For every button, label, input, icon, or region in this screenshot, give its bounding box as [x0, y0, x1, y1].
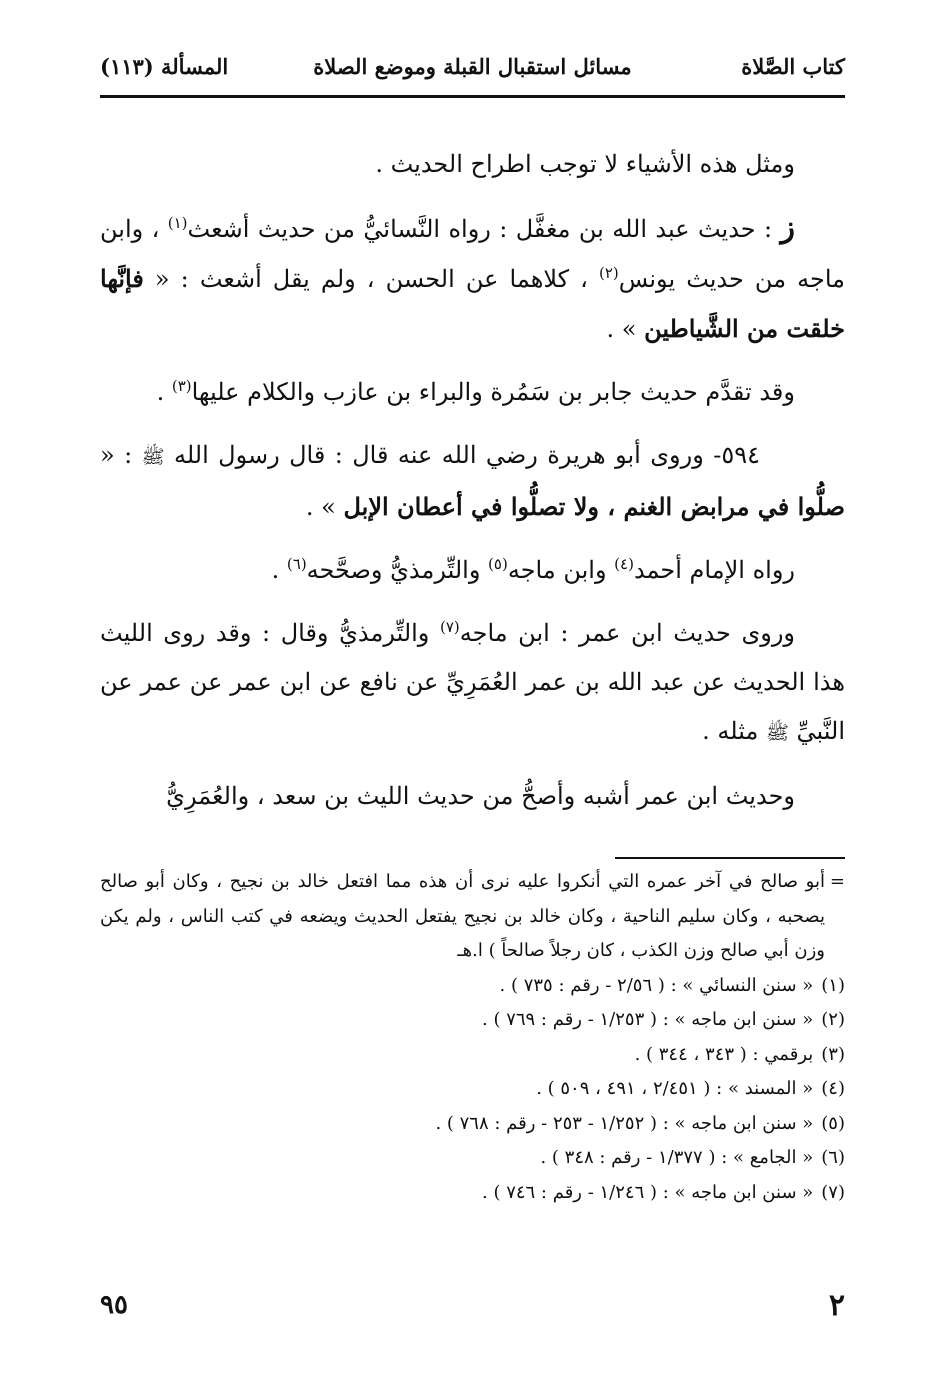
p4-text-1: ٥٩٤- وروى أبو هريرة رضي الله عنه قال : قال رسول الله [164, 441, 760, 469]
p2-text-1: : حديث عبد الله بن مغفَّل : رواه النَّسائيُّ من حديث أشعث [187, 215, 781, 243]
footnote-ref-6[interactable]: (٦) [286, 555, 307, 573]
paragraph-5 [100, 546, 845, 595]
p6-text-3: مثله . [702, 717, 766, 745]
header-chapter-title: مسائل استقبال القبلة وموضع الصلاة [313, 54, 632, 79]
footnote-item [100, 1072, 845, 1107]
section-marker: ز [780, 210, 796, 245]
continuation-text: أبو صالح في آخر عمره التي أنكروا عليه نرى أن هذه مما افتعل خالد بن نجيح ، وكان أبو صالح يصحبه ، وكان سليم الناحية ، وكان خالد بن نجيح يفتعل الحديث ويضعه في كتب الناس ، ولم يكن وزن أبي صالح وزن الكذب ، كان رجلاً صالحاً ) ا.هـ [100, 871, 825, 961]
footnote-text: برقمي : ( ٣٤٣ ، ٣٤٤ ) . [634, 1043, 814, 1065]
hadith-quote-2: صلُّوا في مرابض الغنم ، ولا تصلُّوا في أعطان الإبل [343, 492, 845, 521]
footnote-list [100, 969, 845, 1211]
footnote-text: « سنن ابن ماجه » : ( ١/٢٥٣ - رقم : ٧٦٩ ) . [482, 1009, 814, 1030]
footnote-continuation [100, 865, 845, 969]
paragraph-4 [100, 431, 845, 532]
footnote-text: « سنن ابن ماجه » : ( ١/٢٤٦ - رقم : ٧٤٦ ) . [482, 1181, 814, 1203]
page-header [100, 50, 845, 90]
pbuh-ligature: ﷺ [765, 722, 789, 744]
footnote-item [100, 1141, 845, 1176]
p4-text-3: » . [305, 493, 344, 521]
footnote-text: « الجامع » : ( ١/٣٧٧ - رقم : ٣٤٨ ) . [540, 1147, 814, 1168]
p6-text-2: والتِّرمذيُّ وقال : وقد روى الليث هذا الحديث عن عبد الله بن عمر العُمَرِيِّ عن نافع عن ابن عمر عن عمر عن النَّبيِّ [100, 619, 845, 745]
continuation-marker: = [829, 871, 845, 892]
footnote-text: « المسند » : ( ٢/٤٥١ ، ٤٩١ ، ٥٠٩ ) . [536, 1078, 814, 1099]
header-book-title: كتاب الصَّلاة [741, 54, 845, 79]
footnote-text: « سنن النسائي » : ( ٢/٥٦ - رقم : ٧٣٥ ) . [499, 974, 814, 996]
footnote-item [100, 1107, 845, 1142]
footnotes [100, 865, 845, 1210]
paragraph-3 [100, 368, 845, 417]
main-text [100, 140, 845, 835]
header-issue-number: المسألة (١١٣) [100, 54, 229, 79]
p3-text-1: وقد تقدَّم حديث جابر بن سَمُرة والبراء بن عازب والكلام عليها [191, 378, 795, 406]
footnote-number[interactable]: (٤) [821, 1078, 845, 1099]
footnote-text: « سنن ابن ماجه » : ( ١/٢٥٢ - ٢٥٣ - رقم : ٧٦٨ ) . [435, 1112, 814, 1134]
book-page [100, 0, 845, 1391]
footnote-number[interactable]: (٢) [821, 1009, 845, 1030]
footnote-item [100, 969, 845, 1004]
p6-text-1: وروى حديث ابن عمر : ابن ماجه [459, 619, 795, 647]
paragraph-6 [100, 609, 845, 758]
footnote-item [100, 1176, 845, 1211]
footnote-ref-7[interactable]: (٧) [439, 618, 460, 636]
pbuh-ligature: ﷺ [141, 446, 165, 468]
p2-text-3: ، كلاهما عن الحسن ، ولم يقل أشعث : « [143, 265, 599, 293]
footnote-number[interactable]: (١) [821, 974, 845, 996]
footnote-ref-4[interactable]: (٤) [614, 555, 634, 573]
p4-text-2: : « [100, 441, 142, 469]
p5-text-1: رواه الإمام أحمد [633, 556, 795, 584]
footnote-number[interactable]: (٣) [821, 1043, 845, 1065]
paragraph-7: وحديث ابن عمر أشبه وأصحُّ من حديث الليث بن سعد ، والعُمَرِيُّ [166, 782, 795, 810]
p3-text-2: . [156, 378, 172, 406]
footnote-ref-2[interactable]: (٢) [598, 264, 619, 282]
header-divider [100, 95, 845, 98]
footnote-number[interactable]: (٧) [821, 1181, 845, 1203]
paragraph-1: ومثل هذه الأشياء لا توجب اطراح الحديث . [375, 150, 795, 178]
footnote-ref-5[interactable]: (٥) [488, 555, 508, 573]
footnote-ref-1[interactable]: (١) [167, 214, 188, 232]
footnote-item [100, 1038, 845, 1073]
p2-text-4: » . [606, 315, 645, 343]
footnote-divider [615, 857, 845, 859]
footnote-number[interactable]: (٦) [821, 1147, 845, 1168]
footer-volume-number: ٢ [828, 1288, 845, 1323]
p2-text-2: ، وابن ماجه من حديث يونس [100, 215, 845, 293]
p5-text-2: وابن ماجه [507, 556, 615, 584]
footnote-ref-3[interactable]: (٣) [171, 377, 192, 395]
p5-text-3: والتِّرمذيُّ وصحَّحه [306, 556, 489, 584]
footnote-item [100, 1003, 845, 1038]
page-number: ٩٥ [100, 1290, 128, 1320]
p5-text-4: . [271, 556, 287, 584]
paragraph-2 [100, 203, 845, 354]
hadith-quote-1: فإنَّها خلقت من الشَّياطين [100, 264, 845, 343]
footnote-number[interactable]: (٥) [821, 1112, 845, 1134]
